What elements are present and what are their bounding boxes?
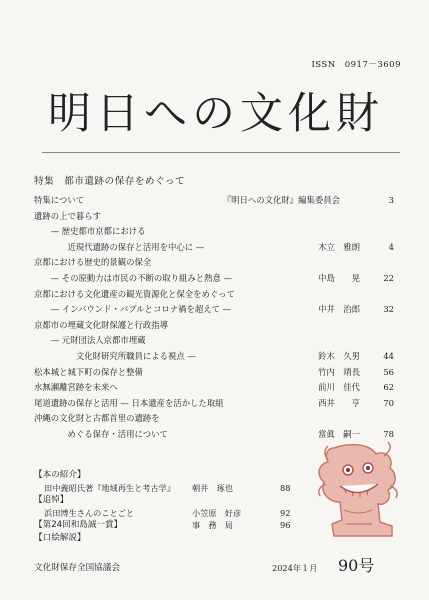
toc-entry-title: 文化財研究所職員による視点 — xyxy=(34,350,196,361)
toc-entry-page: 56 xyxy=(383,366,394,377)
toc-entry xyxy=(34,240,394,256)
toc-entry xyxy=(34,224,394,240)
section-page: 88 xyxy=(280,482,291,493)
toc-entry-page: 70 xyxy=(383,397,394,408)
toc-entry-title: 近現代遺跡の保存と活用を中心に — xyxy=(34,241,205,252)
toc-entry-title: 京都における歴史的景観の保全 xyxy=(34,257,152,268)
toc-entry xyxy=(34,287,394,303)
section-title: 田中義昭氏著『地域再生と考古学』 xyxy=(44,482,176,493)
toc-entry-title: 京都市の埋蔵文化財保護と行政指導 xyxy=(34,319,168,330)
publisher: 文化財保存全国協議会 xyxy=(34,563,120,573)
toc-entry-page: 3 xyxy=(388,195,394,205)
section-entry xyxy=(34,482,314,495)
toc-entry-author: 當眞 嗣一 xyxy=(318,428,360,439)
toc-entry-author: 竹内 靖長 xyxy=(318,366,360,377)
toc-entry-author: 中島 晃 xyxy=(318,272,360,283)
toc-entry-title: 京都における文化遺産の観光資源化と保全をめぐって xyxy=(34,288,235,299)
issn: ISSN 0917－3609 xyxy=(311,60,401,70)
table-of-contents xyxy=(34,173,394,443)
toc-entry-title: 松本城と城下町の保存と整備 xyxy=(34,366,143,377)
toc-entry-page: 78 xyxy=(383,428,394,439)
feature-title: 都市遺跡の保存をめぐって xyxy=(64,176,186,187)
toc-entry-title: 水無瀬離宮跡を未来へ xyxy=(34,382,118,393)
toc-entry-page: 22 xyxy=(383,272,394,283)
toc-entry-author: 『明日への文化財』編集委員会 xyxy=(222,195,340,205)
toc-entry xyxy=(34,271,394,287)
issue-number: 90号 xyxy=(338,556,375,575)
section-heading: 【本の紹介】 xyxy=(34,470,86,480)
section-entry xyxy=(34,519,314,532)
toc-entry-author: 鈴木 久男 xyxy=(318,350,360,361)
section-title: 浜田博生さんのことごと xyxy=(44,507,135,518)
section-page: 92 xyxy=(280,507,291,518)
toc-entry-author: 木立 雅朗 xyxy=(318,241,360,252)
shisa-illustration xyxy=(314,440,402,540)
toc-entry-page: 44 xyxy=(383,350,394,361)
toc-entry-title: — 元財団法人京都市埋蔵 xyxy=(34,335,146,346)
toc-entry xyxy=(34,411,394,427)
feature-heading xyxy=(34,173,394,187)
journal-title: 明日への文化財 xyxy=(48,89,384,139)
section-heading: 【追悼】 xyxy=(34,495,69,505)
other-sections xyxy=(34,469,314,544)
toc-entry-title: 特集について xyxy=(34,195,85,205)
toc-entry xyxy=(34,255,394,271)
toc-entry-author: 西井 亨 xyxy=(318,397,360,408)
toc-entry xyxy=(34,396,394,412)
section-author: 朝井 琢也 xyxy=(192,482,233,493)
toc-entry-author: 前川 佳代 xyxy=(318,382,360,393)
toc-entry xyxy=(34,302,394,318)
publication-date: 2024年１月 xyxy=(272,563,318,573)
section-heading: 【第24回和島誠一賞】 xyxy=(34,520,123,530)
toc-entry-title: 沖縄の文化財と古都首里の遺跡を xyxy=(34,413,160,424)
section-author: 小笠原 好彦 xyxy=(192,507,242,518)
toc-entry-author: 中井 治郎 xyxy=(318,304,360,315)
toc-entry-title: — その原動力は市民の不断の取り組みと熱意 — xyxy=(34,272,232,283)
feature-label: 特集 xyxy=(34,176,55,187)
title-divider xyxy=(42,152,400,153)
toc-entry xyxy=(34,193,394,209)
section-entry xyxy=(34,507,314,520)
toc-entry-page: 62 xyxy=(383,382,394,393)
toc-entry-page: 4 xyxy=(388,241,394,252)
toc-entry-title: — インバウンド・バブルとコロナ禍を超えて — xyxy=(34,304,232,315)
toc-entry xyxy=(34,380,394,396)
section-author: 事 務 局 xyxy=(192,520,233,530)
toc-entry xyxy=(34,333,394,349)
section-page: 96 xyxy=(280,520,291,530)
toc-entry-title: 遺跡の上で暮らす xyxy=(34,210,101,221)
toc-entry xyxy=(34,318,394,334)
toc-entry-title: — 歴史都市京都における xyxy=(34,226,146,237)
toc-entry-title: めぐる保存・活用について xyxy=(34,428,168,439)
section-heading: 【口絵解説】 xyxy=(34,532,86,543)
toc-entry xyxy=(34,349,394,365)
toc-entry-page: 32 xyxy=(383,304,394,315)
toc-list xyxy=(34,193,394,443)
toc-entry xyxy=(34,365,394,381)
toc-entry xyxy=(34,209,394,225)
toc-entry-title: 尾道遺跡の保存と活用 — 日本遺産を活かした取組 xyxy=(34,397,224,408)
